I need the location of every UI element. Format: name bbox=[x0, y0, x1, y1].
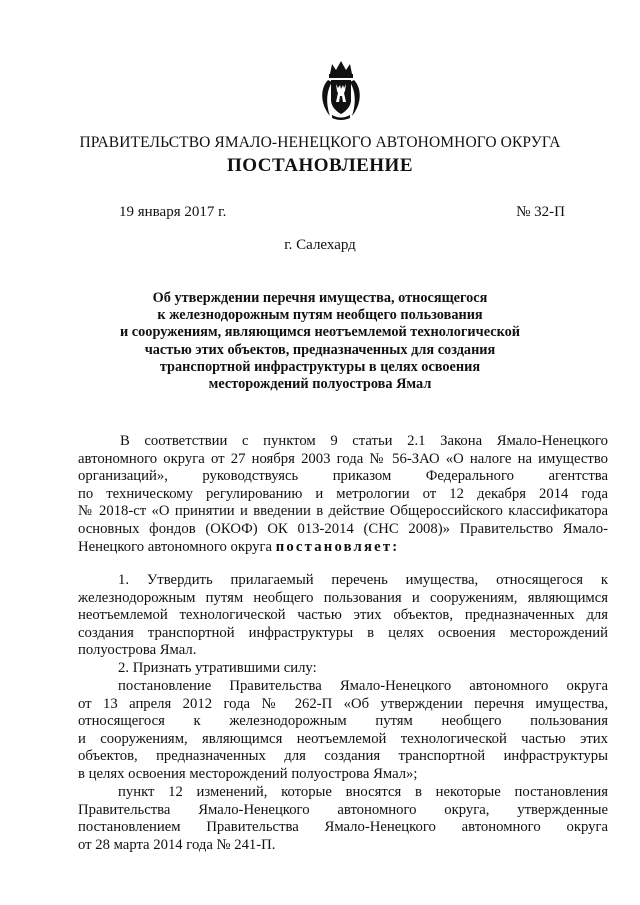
text-line: постановление Правительства Ямало-Ненецкого автономного округа bbox=[118, 678, 608, 694]
document-type: ПОСТАНОВЛЕНИЕ bbox=[226, 155, 414, 176]
preamble-paragraph bbox=[78, 433, 608, 556]
text-line: организаций», руководствуясь приказом Федерального агентства bbox=[78, 468, 608, 485]
text-line: пункт 12 изменений, которые вносятся в некоторые постановления bbox=[118, 784, 608, 800]
government-name: ПРАВИТЕЛЬСТВО ЯМАЛО-НЕНЕЦКОГО АВТОНОМНОГО ОКРУГА bbox=[79, 134, 561, 151]
text-line: В соответствии с пунктом 9 статьи 2.1 Закона Ямало-Ненецкого bbox=[120, 433, 608, 449]
text-fragment: Ненецкого автономного округа bbox=[78, 538, 276, 555]
title-line: к железнодорожным путям необщего пользования bbox=[157, 307, 483, 324]
text-line: от 13 апреля 2012 года № 262-П «Об утверждении перечня имущества, bbox=[78, 695, 608, 712]
title-line: транспортной инфраструктуры в целях освоения bbox=[159, 358, 481, 375]
item-2b-paragraph bbox=[78, 784, 608, 854]
text-line: по техническому регулированию и метрологии от 12 декабря 2014 года bbox=[78, 485, 608, 502]
item-2-paragraph bbox=[78, 660, 608, 678]
text-line bbox=[78, 539, 608, 557]
text-line: основных фондов (ОКОФ) ОК 013-2014 (СНС 2008)» Правительство Ямало- bbox=[78, 520, 608, 537]
text-line: Правительства Ямало-Ненецкого автономного округа, утвержденные bbox=[78, 801, 608, 818]
text-line: объектов, предназначенных для создания транспортной инфраструктуры bbox=[78, 748, 608, 765]
text-line: от 28 марта 2014 года № 241-П. bbox=[78, 836, 276, 853]
text-line: железнодорожным путям необщего пользования и сооружениям, являющимся bbox=[78, 589, 608, 606]
title-line: и сооружениям, являющимся неотъемлемой технологической bbox=[120, 324, 520, 341]
item-1-paragraph bbox=[78, 572, 608, 660]
text-line: 1. Утвердить прилагаемый перечень имущества, относящегося к bbox=[118, 572, 608, 588]
item-2a-paragraph bbox=[78, 678, 608, 784]
title-line: частью этих объектов, предназначенных для создания bbox=[144, 341, 496, 358]
document-title bbox=[100, 290, 540, 393]
decree-word: постановляет: bbox=[275, 538, 400, 555]
text-line: 2. Признать утратившими силу: bbox=[118, 660, 317, 676]
title-line: месторождений полуострова Ямал bbox=[208, 376, 432, 393]
text-line: постановлением Правительства Ямало-Ненецкого автономного округа bbox=[78, 819, 608, 836]
text-line: и сооружениям, являющимся неотъемлемой технологической частью этих bbox=[78, 730, 608, 747]
document-number: № 32-П bbox=[516, 204, 565, 220]
coat-of-arms-emblem bbox=[318, 60, 364, 122]
text-line: создания транспортной инфраструктуры в целях освоения месторождений bbox=[78, 624, 608, 641]
text-line: автономного округа от 27 ноября 2003 года № 56-ЗАО «О налоге на имущество bbox=[78, 450, 608, 467]
text-line: относящегося к железнодорожным путям необщего пользования bbox=[78, 713, 608, 730]
text-line: в целях освоения месторождений полуострова Ямал»; bbox=[78, 765, 418, 782]
text-line: № 2018-ст «О принятии и введении в действие Общероссийского классификатора bbox=[78, 503, 608, 520]
text-line: полуострова Ямал. bbox=[78, 642, 197, 659]
text-line: неотъемлемой технологической частью этих объектов, предназначенных для bbox=[78, 607, 608, 624]
title-line: Об утверждении перечня имущества, относящегося bbox=[152, 290, 488, 306]
document-date: 19 января 2017 г. bbox=[119, 204, 227, 220]
document-city: г. Салехард bbox=[284, 237, 356, 253]
